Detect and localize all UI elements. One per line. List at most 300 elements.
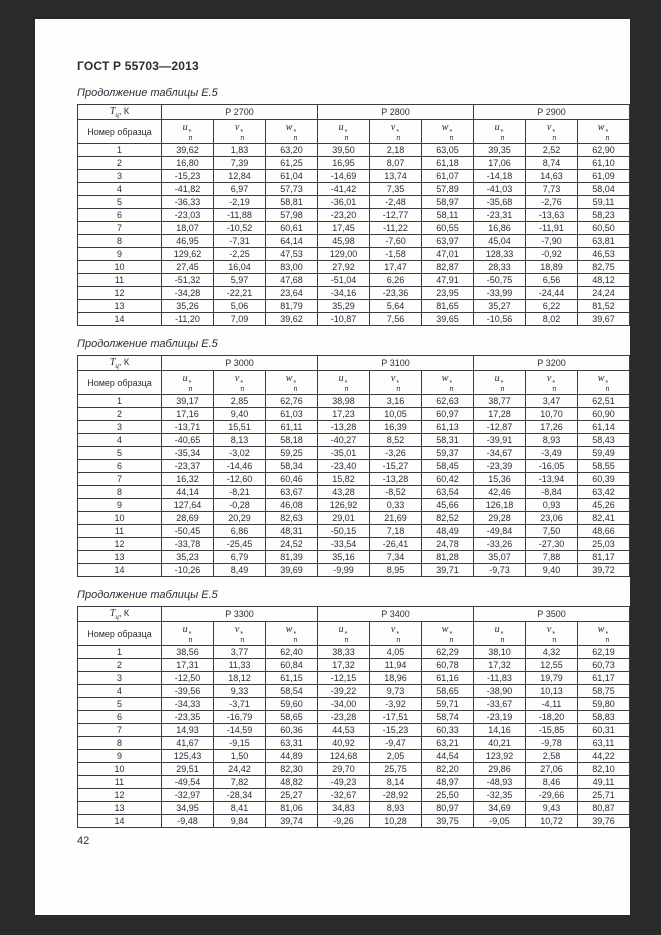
value-cell: 39,74 xyxy=(266,815,318,828)
table-row xyxy=(78,222,630,235)
value-cell: 14,93 xyxy=(162,724,214,737)
value-cell: 24,42 xyxy=(214,763,266,776)
column-symbol-cell-w: w * п xyxy=(578,120,630,144)
table-section-1 xyxy=(77,87,620,326)
value-cell: -0,92 xyxy=(526,248,578,261)
value-cell: 45,98 xyxy=(318,235,370,248)
value-cell: 35,27 xyxy=(474,300,526,313)
value-cell: 18,89 xyxy=(526,261,578,274)
value-cell: -10,87 xyxy=(318,313,370,326)
value-cell: 58,74 xyxy=(422,711,474,724)
row-number-cell: 5 xyxy=(78,196,162,209)
value-cell: 61,17 xyxy=(578,672,630,685)
value-cell: 40,92 xyxy=(318,737,370,750)
column-symbol-cell-w: w * п xyxy=(422,622,474,646)
table-section-2 xyxy=(77,338,620,577)
table-row xyxy=(78,183,630,196)
row-number-cell: 10 xyxy=(78,763,162,776)
column-symbol-cell-u: u * п xyxy=(162,120,214,144)
value-cell: 39,72 xyxy=(578,564,630,577)
value-cell: 46,08 xyxy=(266,499,318,512)
value-cell: -9,78 xyxy=(526,737,578,750)
value-cell: 9,43 xyxy=(526,802,578,815)
column-symbol-cell-w: w * п xyxy=(422,120,474,144)
value-cell: 43,28 xyxy=(318,486,370,499)
value-cell: 46,95 xyxy=(162,235,214,248)
value-cell: 61,14 xyxy=(578,421,630,434)
value-cell: 16,04 xyxy=(214,261,266,274)
column-symbol-cell-w: w * п xyxy=(422,371,474,395)
value-cell: -7,60 xyxy=(370,235,422,248)
value-cell: 63,21 xyxy=(422,737,474,750)
value-cell: 7,34 xyxy=(370,551,422,564)
value-cell: 7,73 xyxy=(526,183,578,196)
value-cell: 8,49 xyxy=(214,564,266,577)
value-cell: 2,05 xyxy=(370,750,422,763)
value-cell: 81,06 xyxy=(266,802,318,815)
table-row xyxy=(78,313,630,326)
value-cell: 29,01 xyxy=(318,512,370,525)
value-cell: -3,92 xyxy=(370,698,422,711)
value-cell: 48,12 xyxy=(578,274,630,287)
value-cell: 81,52 xyxy=(578,300,630,313)
value-cell: 41,67 xyxy=(162,737,214,750)
row-number-cell: 14 xyxy=(78,313,162,326)
value-cell: 127,64 xyxy=(162,499,214,512)
value-cell: -34,33 xyxy=(162,698,214,711)
value-cell: 46,53 xyxy=(578,248,630,261)
table-row xyxy=(78,460,630,473)
value-cell: 6,22 xyxy=(526,300,578,313)
table-row xyxy=(78,157,630,170)
value-cell: 58,18 xyxy=(266,434,318,447)
value-cell: -11,22 xyxy=(370,222,422,235)
value-cell: -23,39 xyxy=(474,460,526,473)
value-cell: 10,72 xyxy=(526,815,578,828)
data-table xyxy=(77,104,630,326)
table-row xyxy=(78,300,630,313)
value-cell: -9,05 xyxy=(474,815,526,828)
value-cell: 10,13 xyxy=(526,685,578,698)
row-number-cell: 4 xyxy=(78,434,162,447)
row-number-cell: 11 xyxy=(78,776,162,789)
value-cell: -41,82 xyxy=(162,183,214,196)
table-row xyxy=(78,287,630,300)
value-cell: 17,23 xyxy=(318,408,370,421)
value-cell: 82,52 xyxy=(422,512,474,525)
value-cell: 61,04 xyxy=(266,170,318,183)
value-cell: 63,81 xyxy=(578,235,630,248)
row-number-cell: 13 xyxy=(78,300,162,313)
value-cell: -38,90 xyxy=(474,685,526,698)
value-cell: 9,84 xyxy=(214,815,266,828)
value-cell: -12,15 xyxy=(318,672,370,685)
row-number-cell: 5 xyxy=(78,447,162,460)
value-cell: -2,76 xyxy=(526,196,578,209)
header-row-columns xyxy=(78,371,630,395)
value-cell: 39,50 xyxy=(318,144,370,157)
value-cell: 60,84 xyxy=(266,659,318,672)
value-cell: 61,03 xyxy=(266,408,318,421)
table-row xyxy=(78,274,630,287)
value-cell: 27,06 xyxy=(526,763,578,776)
value-cell: 11,33 xyxy=(214,659,266,672)
value-cell: 7,39 xyxy=(214,157,266,170)
column-symbol-cell-w: w * п xyxy=(266,622,318,646)
column-symbol-cell-u: u * п xyxy=(474,120,526,144)
value-cell: 58,34 xyxy=(266,460,318,473)
table-row xyxy=(78,763,630,776)
value-cell: 35,23 xyxy=(162,551,214,564)
column-symbol-cell-v: v * п xyxy=(370,371,422,395)
value-cell: 17,32 xyxy=(318,659,370,672)
page-number: 42 xyxy=(77,835,90,847)
value-cell: 82,41 xyxy=(578,512,630,525)
value-cell: 47,53 xyxy=(266,248,318,261)
value-cell: -13,28 xyxy=(370,473,422,486)
header-row-columns xyxy=(78,120,630,144)
value-cell: -10,56 xyxy=(474,313,526,326)
value-cell: 6,97 xyxy=(214,183,266,196)
value-cell: 8,41 xyxy=(214,802,266,815)
value-cell: 27,45 xyxy=(162,261,214,274)
value-cell: -23,35 xyxy=(162,711,214,724)
value-cell: 61,18 xyxy=(422,157,474,170)
value-cell: 18,12 xyxy=(214,672,266,685)
value-cell: 35,07 xyxy=(474,551,526,564)
value-cell: 8,14 xyxy=(370,776,422,789)
value-cell: 59,71 xyxy=(422,698,474,711)
row-number-cell: 7 xyxy=(78,724,162,737)
table-row xyxy=(78,802,630,815)
value-cell: 63,05 xyxy=(422,144,474,157)
value-cell: -12,87 xyxy=(474,421,526,434)
value-cell: 29,28 xyxy=(474,512,526,525)
value-cell: 25,03 xyxy=(578,538,630,551)
value-cell: 82,87 xyxy=(422,261,474,274)
sample-number-header-cell: Номер образца xyxy=(78,371,162,395)
value-cell: 60,78 xyxy=(422,659,474,672)
value-cell: 45,26 xyxy=(578,499,630,512)
value-cell: -40,65 xyxy=(162,434,214,447)
value-cell: 35,29 xyxy=(318,300,370,313)
value-cell: 17,16 xyxy=(162,408,214,421)
group-header-cell: Р 3200 xyxy=(474,356,630,371)
value-cell: 61,07 xyxy=(422,170,474,183)
value-cell: -36,01 xyxy=(318,196,370,209)
value-cell: -18,20 xyxy=(526,711,578,724)
value-cell: -51,32 xyxy=(162,274,214,287)
value-cell: 39,76 xyxy=(578,815,630,828)
value-cell: 5,06 xyxy=(214,300,266,313)
value-cell: 63,54 xyxy=(422,486,474,499)
value-cell: 48,97 xyxy=(422,776,474,789)
value-cell: -14,18 xyxy=(474,170,526,183)
table-row xyxy=(78,525,630,538)
value-cell: -33,26 xyxy=(474,538,526,551)
value-cell: 57,73 xyxy=(266,183,318,196)
value-cell: 38,56 xyxy=(162,646,214,659)
value-cell: 27,92 xyxy=(318,261,370,274)
row-number-cell: 13 xyxy=(78,551,162,564)
value-cell: 15,82 xyxy=(318,473,370,486)
value-cell: 7,18 xyxy=(370,525,422,538)
column-symbol-cell-v: v * п xyxy=(370,120,422,144)
value-cell: -9,48 xyxy=(162,815,214,828)
value-cell: -28,92 xyxy=(370,789,422,802)
value-cell: 48,49 xyxy=(422,525,474,538)
row-number-cell: 6 xyxy=(78,209,162,222)
table-caption: Продолжение таблицы Е.5 xyxy=(77,87,218,99)
value-cell: 59,60 xyxy=(266,698,318,711)
value-cell: 7,56 xyxy=(370,313,422,326)
value-cell: -35,01 xyxy=(318,447,370,460)
value-cell: 61,13 xyxy=(422,421,474,434)
table-row xyxy=(78,698,630,711)
table-row xyxy=(78,261,630,274)
value-cell: 129,00 xyxy=(318,248,370,261)
value-cell: -4,11 xyxy=(526,698,578,711)
column-symbol-cell-u: u * п xyxy=(474,622,526,646)
value-cell: -32,97 xyxy=(162,789,214,802)
row-number-cell: 12 xyxy=(78,789,162,802)
value-cell: 58,04 xyxy=(578,183,630,196)
value-cell: -23,19 xyxy=(474,711,526,724)
value-cell: 21,69 xyxy=(370,512,422,525)
temp-header-cell: $T_ц$, К xyxy=(78,607,162,622)
sample-number-header-cell: Номер образца xyxy=(78,622,162,646)
value-cell: 17,28 xyxy=(474,408,526,421)
value-cell: 62,76 xyxy=(266,395,318,408)
value-cell: -3,49 xyxy=(526,447,578,460)
value-cell: 59,49 xyxy=(578,447,630,460)
value-cell: 16,95 xyxy=(318,157,370,170)
value-cell: 63,97 xyxy=(422,235,474,248)
value-cell: -32,35 xyxy=(474,789,526,802)
value-cell: 5,97 xyxy=(214,274,266,287)
value-cell: 60,31 xyxy=(578,724,630,737)
value-cell: 29,70 xyxy=(318,763,370,776)
value-cell: 58,83 xyxy=(578,711,630,724)
value-cell: 0,33 xyxy=(370,499,422,512)
column-symbol-cell-u: u * п xyxy=(162,371,214,395)
row-number-cell: 8 xyxy=(78,235,162,248)
value-cell: -50,75 xyxy=(474,274,526,287)
value-cell: 3,77 xyxy=(214,646,266,659)
row-number-cell: 13 xyxy=(78,802,162,815)
value-cell: 44,53 xyxy=(318,724,370,737)
group-header-cell: Р 3400 xyxy=(318,607,474,622)
row-number-cell: 3 xyxy=(78,421,162,434)
value-cell: -33,78 xyxy=(162,538,214,551)
value-cell: 39,67 xyxy=(578,313,630,326)
value-cell: 59,37 xyxy=(422,447,474,460)
value-cell: 16,80 xyxy=(162,157,214,170)
value-cell: -32,67 xyxy=(318,789,370,802)
value-cell: 8,93 xyxy=(526,434,578,447)
value-cell: 64,14 xyxy=(266,235,318,248)
column-symbol-cell-v: v * п xyxy=(526,622,578,646)
tables-area xyxy=(77,87,620,828)
value-cell: 58,11 xyxy=(422,209,474,222)
value-cell: 62,19 xyxy=(578,646,630,659)
row-number-cell: 11 xyxy=(78,274,162,287)
table-row xyxy=(78,408,630,421)
value-cell: 62,63 xyxy=(422,395,474,408)
row-number-cell: 7 xyxy=(78,473,162,486)
value-cell: 23,06 xyxy=(526,512,578,525)
value-cell: 1,50 xyxy=(214,750,266,763)
value-cell: 34,95 xyxy=(162,802,214,815)
value-cell: -23,37 xyxy=(162,460,214,473)
value-cell: 123,92 xyxy=(474,750,526,763)
value-cell: 49,11 xyxy=(578,776,630,789)
group-header-cell: Р 2800 xyxy=(318,105,474,120)
value-cell: -39,56 xyxy=(162,685,214,698)
value-cell: -15,23 xyxy=(370,724,422,737)
table-caption: Продолжение таблицы Е.5 xyxy=(77,589,218,601)
value-cell: 14,16 xyxy=(474,724,526,737)
column-symbol-cell-v: v * п xyxy=(370,622,422,646)
value-cell: 47,68 xyxy=(266,274,318,287)
value-cell: 4,32 xyxy=(526,646,578,659)
value-cell: 45,66 xyxy=(422,499,474,512)
value-cell: -3,02 xyxy=(214,447,266,460)
value-cell: 44,89 xyxy=(266,750,318,763)
value-cell: 80,97 xyxy=(422,802,474,815)
value-cell: 59,25 xyxy=(266,447,318,460)
value-cell: 25,71 xyxy=(578,789,630,802)
row-number-cell: 4 xyxy=(78,183,162,196)
value-cell: 13,74 xyxy=(370,170,422,183)
value-cell: 82,20 xyxy=(422,763,474,776)
value-cell: -13,71 xyxy=(162,421,214,434)
value-cell: -26,41 xyxy=(370,538,422,551)
value-cell: 15,51 xyxy=(214,421,266,434)
value-cell: 60,50 xyxy=(578,222,630,235)
value-cell: 58,54 xyxy=(266,685,318,698)
row-number-cell: 4 xyxy=(78,685,162,698)
value-cell: 80,87 xyxy=(578,802,630,815)
value-cell: 58,23 xyxy=(578,209,630,222)
value-cell: 44,54 xyxy=(422,750,474,763)
value-cell: 48,66 xyxy=(578,525,630,538)
value-cell: 3,47 xyxy=(526,395,578,408)
table-row xyxy=(78,395,630,408)
value-cell: -17,51 xyxy=(370,711,422,724)
row-number-cell: 1 xyxy=(78,395,162,408)
value-cell: 17,26 xyxy=(526,421,578,434)
value-cell: -11,91 xyxy=(526,222,578,235)
row-number-cell: 14 xyxy=(78,564,162,577)
value-cell: 58,45 xyxy=(422,460,474,473)
row-number-cell: 11 xyxy=(78,525,162,538)
value-cell: 35,16 xyxy=(318,551,370,564)
value-cell: 59,80 xyxy=(578,698,630,711)
table-row xyxy=(78,144,630,157)
value-cell: 34,69 xyxy=(474,802,526,815)
value-cell: 25,50 xyxy=(422,789,474,802)
value-cell: -13,28 xyxy=(318,421,370,434)
column-symbol-cell-u: u * п xyxy=(318,120,370,144)
value-cell: 5,64 xyxy=(370,300,422,313)
value-cell: 39,71 xyxy=(422,564,474,577)
column-symbol-cell-v: v * п xyxy=(526,371,578,395)
value-cell: -12,60 xyxy=(214,473,266,486)
table-row xyxy=(78,170,630,183)
row-number-cell: 7 xyxy=(78,222,162,235)
value-cell: 39,65 xyxy=(422,313,474,326)
value-cell: 60,61 xyxy=(266,222,318,235)
table-row xyxy=(78,815,630,828)
value-cell: 2,52 xyxy=(526,144,578,157)
value-cell: 61,11 xyxy=(266,421,318,434)
value-cell: -48,93 xyxy=(474,776,526,789)
value-cell: 8,07 xyxy=(370,157,422,170)
value-cell: -50,45 xyxy=(162,525,214,538)
value-cell: -49,84 xyxy=(474,525,526,538)
value-cell: 9,40 xyxy=(526,564,578,577)
value-cell: 58,65 xyxy=(266,711,318,724)
value-cell: 6,26 xyxy=(370,274,422,287)
value-cell: -10,26 xyxy=(162,564,214,577)
value-cell: -22,21 xyxy=(214,287,266,300)
value-cell: 7,50 xyxy=(526,525,578,538)
value-cell: 81,79 xyxy=(266,300,318,313)
value-cell: 62,40 xyxy=(266,646,318,659)
value-cell: 44,14 xyxy=(162,486,214,499)
row-number-cell: 9 xyxy=(78,499,162,512)
value-cell: 82,30 xyxy=(266,763,318,776)
value-cell: -23,31 xyxy=(474,209,526,222)
row-number-cell: 14 xyxy=(78,815,162,828)
value-cell: 9,73 xyxy=(370,685,422,698)
row-number-cell: 9 xyxy=(78,750,162,763)
value-cell: -33,99 xyxy=(474,287,526,300)
value-cell: -35,34 xyxy=(162,447,214,460)
value-cell: 34,83 xyxy=(318,802,370,815)
value-cell: -51,04 xyxy=(318,274,370,287)
value-cell: 24,52 xyxy=(266,538,318,551)
value-cell: 45,04 xyxy=(474,235,526,248)
value-cell: 58,75 xyxy=(578,685,630,698)
row-number-cell: 2 xyxy=(78,157,162,170)
value-cell: -23,03 xyxy=(162,209,214,222)
value-cell: 7,82 xyxy=(214,776,266,789)
value-cell: -49,54 xyxy=(162,776,214,789)
value-cell: 81,39 xyxy=(266,551,318,564)
row-number-cell: 10 xyxy=(78,512,162,525)
value-cell: 82,63 xyxy=(266,512,318,525)
value-cell: -28,34 xyxy=(214,789,266,802)
group-header-cell: Р 2900 xyxy=(474,105,630,120)
value-cell: 6,86 xyxy=(214,525,266,538)
temp-header-cell: $T_ц$, К xyxy=(78,356,162,371)
value-cell: -24,44 xyxy=(526,287,578,300)
table-row xyxy=(78,685,630,698)
value-cell: 7,35 xyxy=(370,183,422,196)
table-row xyxy=(78,512,630,525)
value-cell: -40,27 xyxy=(318,434,370,447)
column-symbol-cell-u: u * п xyxy=(474,371,526,395)
value-cell: 81,28 xyxy=(422,551,474,564)
value-cell: -15,27 xyxy=(370,460,422,473)
value-cell: -9,47 xyxy=(370,737,422,750)
row-number-cell: 3 xyxy=(78,170,162,183)
value-cell: 28,33 xyxy=(474,261,526,274)
value-cell: 47,91 xyxy=(422,274,474,287)
header-row-groups xyxy=(78,607,630,622)
